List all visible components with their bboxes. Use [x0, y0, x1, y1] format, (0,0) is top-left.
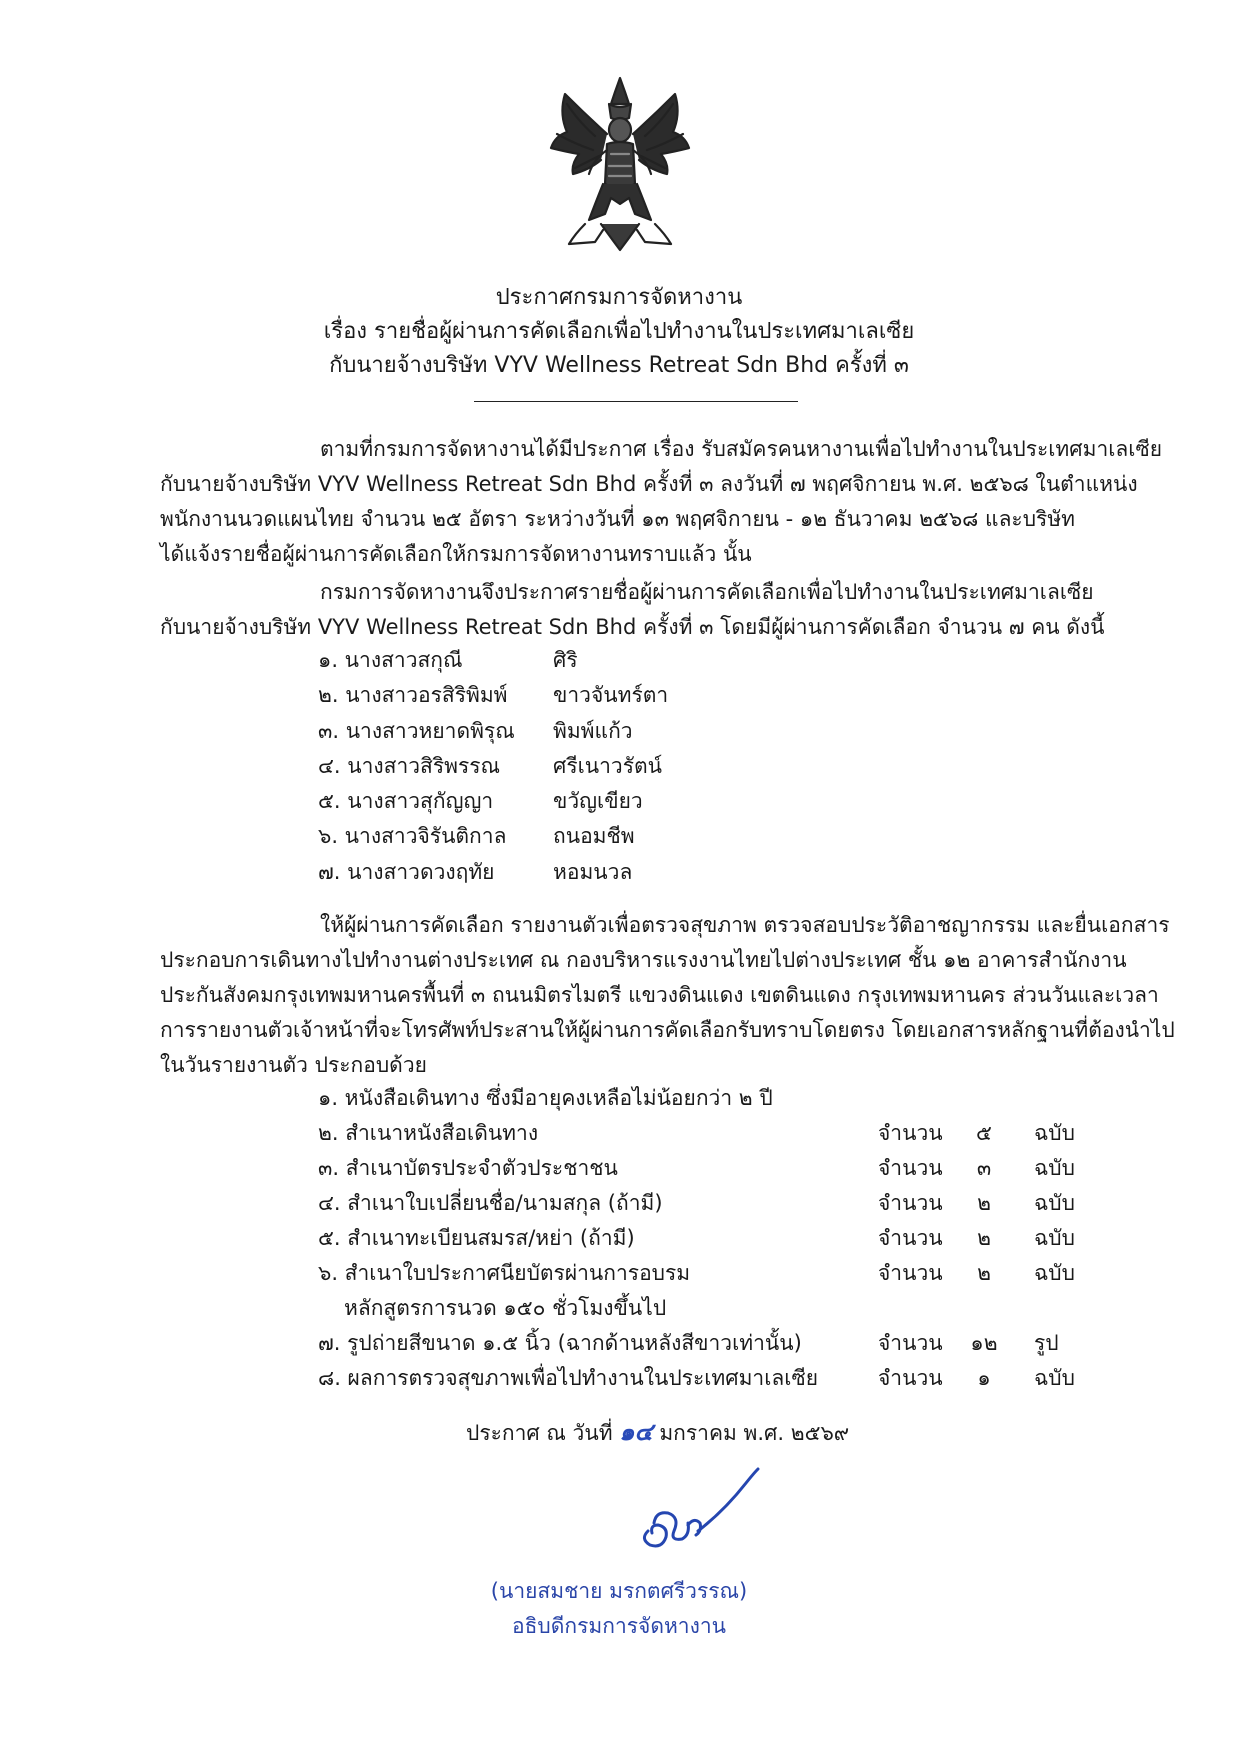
document-label: ๕. สำเนาทะเบียนสมรส/หย่า (ถ้ามี)	[318, 1226, 635, 1250]
document-unit: ฉบับ	[1034, 1366, 1075, 1390]
paragraph-instructions	[160, 908, 1175, 1083]
candidate-given-name: ๔. นางสาวสิริพรรณ	[318, 753, 501, 778]
document-label: ๑. หนังสือเดินทาง ซึ่งมีอายุคงเหลือไม่น้อยกว่า ๒ ปี	[318, 1086, 773, 1110]
candidate-surname: พิมพ์แก้ว	[553, 718, 633, 743]
candidate-given-name: ๑. นางสาวสกุณี	[318, 648, 463, 672]
document-item-continuation	[318, 1292, 1078, 1327]
candidate-surname: ขวัญเขียว	[553, 789, 643, 814]
document-amount-label: จำนวน	[878, 1226, 943, 1250]
document-label: ๓. สำเนาบัตรประจำตัวประชาชน	[318, 1156, 618, 1180]
document-label: ๘. ผลการตรวจสุขภาพเพื่อไปทำงานในประเทศมาเลเซีย	[318, 1366, 819, 1390]
paragraph-line: กรมการจัดหางานจึงประกาศรายชื่อผู้ผ่านการคัดเลือกเพื่อไปทำงานในประเทศมาเลเซีย	[320, 580, 1094, 604]
candidate-given-name: ๕. นางสาวสุกัญญา	[318, 789, 494, 814]
document-item	[318, 1257, 1078, 1292]
document-label: ๔. สำเนาใบเปลี่ยนชื่อ/นามสกุล (ถ้ามี)	[318, 1191, 663, 1215]
signer-name: (นายสมชาย มรกตศรีวรรณ)	[490, 1579, 748, 1603]
document-item	[318, 1117, 1078, 1152]
document-amount-label: จำนวน	[878, 1191, 943, 1215]
document-item	[318, 1152, 1078, 1187]
announcement-subject-employer: กับนายจ้างบริษัท VYV Wellness Retreat Sdn Bhd ครั้งที่ ๓	[329, 353, 909, 378]
document-item	[318, 1082, 1078, 1117]
paragraph-line: ในวันรายงานตัว ประกอบด้วย	[160, 1053, 427, 1077]
candidate-surname: ถนอมชีพ	[553, 824, 635, 849]
paragraph-line: ประกันสังคมกรุงเทพมหานครพื้นที่ ๓ ถนนมิตรไมตรี แขวงดินแดง เขตดินแดง กรุงเทพมหานคร ส่วนวันและเวลา	[160, 983, 1159, 1007]
document-item	[318, 1362, 1078, 1397]
document-unit: ฉบับ	[1034, 1121, 1075, 1145]
announcement-date	[466, 1412, 849, 1451]
candidate-given-name: ๒. นางสาวอรสิริพิมพ์	[318, 683, 508, 708]
document-unit: รูป	[1034, 1331, 1059, 1355]
document-item	[318, 1222, 1078, 1257]
document-label: ๗. รูปถ่ายสีขนาด ๑.๕ นิ้ว (ฉากด้านหลังสีขาวเท่านั้น)	[318, 1331, 802, 1355]
paragraph-line: ประกอบการเดินทางไปทำงานต่างประเทศ ณ กองบริหารแรงงานไทยไปต่างประเทศ ชั้น ๑๒ อาคารสำนักงาน	[160, 948, 1127, 972]
document-count: ๒	[977, 1191, 991, 1215]
document-label: ๒. สำเนาหนังสือเดินทาง	[318, 1121, 539, 1145]
candidate-given-name: ๓. นางสาวหยาดพิรุณ	[318, 718, 515, 743]
candidate-given-name: ๖. นางสาวจิรันติกาล	[318, 824, 507, 849]
document-unit: ฉบับ	[1034, 1191, 1075, 1215]
paragraph-line: ให้ผู้ผ่านการคัดเลือก รายงานตัวเพื่อตรวจสุขภาพ ตรวจสอบประวัติอาชญากรรม และยื่นเอกสาร	[320, 913, 1170, 937]
document-unit: ฉบับ	[1034, 1156, 1075, 1180]
candidate-given-name: ๗. นางสาวดวงฤทัย	[318, 859, 495, 884]
document-unit: ฉบับ	[1034, 1226, 1075, 1250]
document-amount-label: จำนวน	[878, 1156, 943, 1180]
document-label: ๖. สำเนาใบประกาศนียบัตรผ่านการอบรม	[318, 1261, 691, 1285]
date-month-year: มกราคม พ.ศ. ๒๕๖๙	[659, 1421, 850, 1445]
paragraph-background	[160, 432, 1163, 572]
paragraph-line: พนักงานนวดแผนไทย จำนวน ๒๕ อัตรา ระหว่างวันที่ ๑๓ พฤศจิกายน - ๑๒ ธันวาคม ๒๕๖๘ และบริษัท	[160, 507, 1076, 531]
paragraph-line: ได้แจ้งรายชื่อผู้ผ่านการคัดเลือกให้กรมการจัดหางานทราบแล้ว นั้น	[160, 542, 752, 566]
document-count: ๒	[977, 1226, 991, 1250]
document-amount-label: จำนวน	[878, 1261, 943, 1285]
signer-title: อธิบดีกรมการจัดหางาน	[512, 1614, 726, 1638]
candidate-surname: ศิริ	[553, 648, 578, 672]
paragraph-line: กับนายจ้างบริษัท VYV Wellness Retreat Sdn Bhd ครั้งที่ ๓ ลงวันที่ ๗ พฤศจิกายน พ.ศ. ๒๕๖๘ ในตำแหน่ง	[160, 472, 1138, 496]
document-amount-label: จำนวน	[878, 1121, 943, 1145]
document-count: ๓	[976, 1156, 992, 1180]
document-unit: ฉบับ	[1034, 1261, 1075, 1285]
paragraph-line: กับนายจ้างบริษัท VYV Wellness Retreat Sdn Bhd ครั้งที่ ๓ โดยมีผู้ผ่านการคัดเลือก จำนวน ๗ คน ดังนี้	[160, 615, 1105, 639]
document-count: ๑๒	[970, 1331, 998, 1355]
date-prefix: ประกาศ ณ วันที่	[466, 1421, 613, 1445]
signature-icon	[628, 1465, 768, 1560]
candidate-surname: ขาวจันทร์ตา	[553, 683, 669, 708]
document-count: ๒	[977, 1261, 991, 1285]
document-amount-label: จำนวน	[878, 1331, 943, 1355]
candidate-surname: หอมนวล	[553, 859, 633, 884]
paragraph-line: การรายงานตัวเจ้าหน้าที่จะโทรศัพท์ประสานให้ผู้ผ่านการคัดเลือกรับทราบโดยตรง โดยเอกสารหลักฐานที่ต้องนำไป	[160, 1018, 1175, 1042]
required-documents-list	[318, 1082, 1078, 1397]
candidate-surname: ศรีเนาวรัตน์	[553, 753, 662, 778]
document-count: ๑	[977, 1366, 991, 1390]
announcement-subject: เรื่อง รายชื่อผู้ผ่านการคัดเลือกเพื่อไปทำงานในประเทศมาเลเซีย	[323, 319, 915, 344]
heading-divider	[474, 401, 798, 402]
document-count: ๕	[976, 1121, 992, 1145]
paragraph-line: ตามที่กรมการจัดหางานได้มีประกาศ เรื่อง รับสมัครคนหางานเพื่อไปทำงานในประเทศมาเลเซีย	[320, 437, 1163, 461]
document-item	[318, 1327, 1078, 1362]
date-day-handwritten: ๑๔	[619, 1418, 653, 1446]
announcement-issuer: ประกาศกรมการจัดหางาน	[495, 285, 743, 310]
document-label-continuation: หลักสูตรการนวด ๑๕๐ ชั่วโมงขึ้นไป	[344, 1296, 667, 1320]
document-item	[318, 1187, 1078, 1222]
paragraph-announcement	[160, 575, 1125, 645]
garuda-emblem-icon	[545, 74, 695, 254]
document-amount-label: จำนวน	[878, 1366, 943, 1390]
